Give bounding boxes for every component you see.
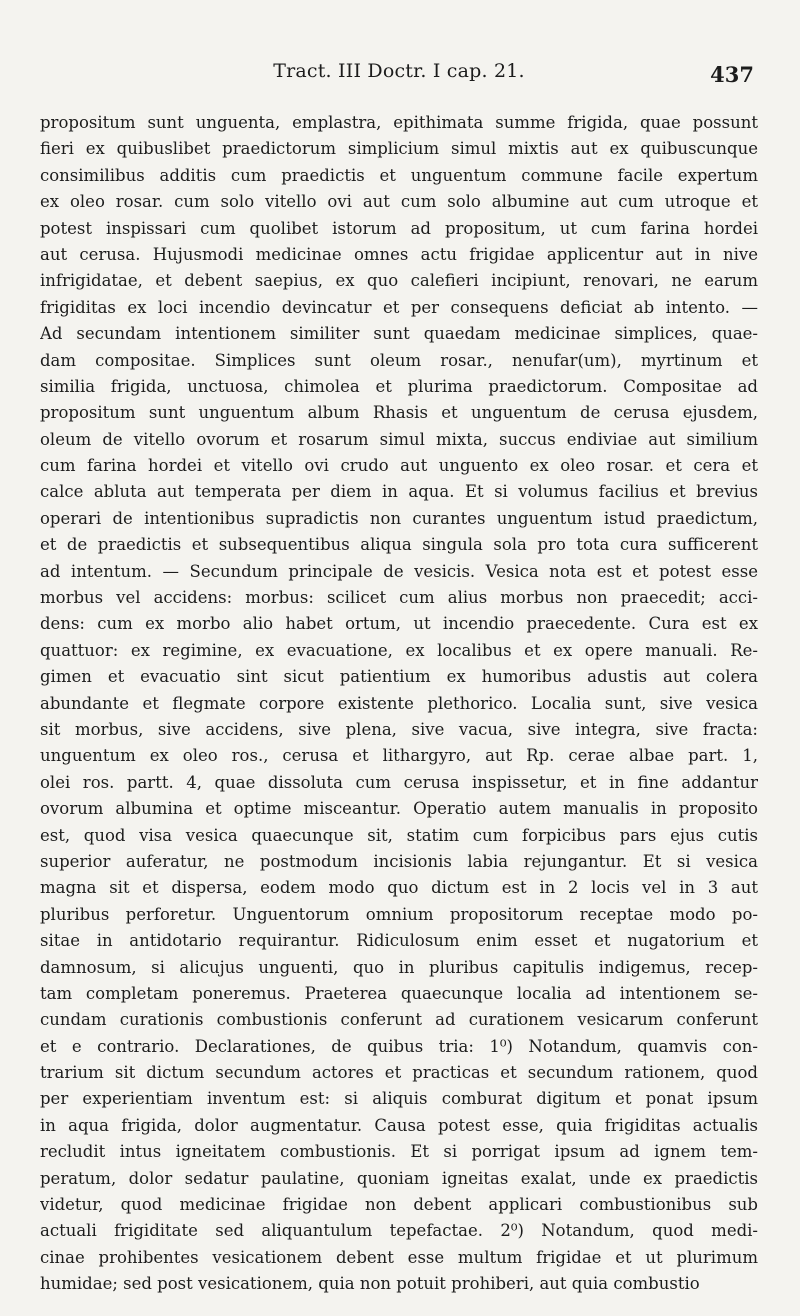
text-line: dens: cum ex morbo alio habet ortum, ut incendio praecedente. Cura est ex — [40, 614, 758, 634]
text-line: abundante et flegmate corpore existente plethorico. Localia sunt, sive vesica — [40, 693, 758, 713]
text-line: cum farina hordei et vitello ovi crudo aut unguento ex oleo rosar. et cera et — [40, 456, 758, 476]
text-line: humidae; sed post vesicationem, quia non potuit prohiberi, aut quia combustio — [40, 1274, 700, 1294]
text-line: sit morbus, sive accidens, sive plena, sive vacua, sive integra, sive fracta: — [40, 719, 758, 739]
text-line: superior auferatur, ne postmodum incisionis labia rejungantur. Et si vesica — [40, 851, 758, 871]
text-line: similia frigida, unctuosa, chimolea et plurima praedictorum. Compositae ad — [40, 376, 758, 396]
text-line: infrigidatae, et debent saepius, ex quo calefieri incipiunt, renovari, ne earum — [40, 271, 758, 291]
text-line: per experientiam inventum est: si aliquis comburat digitum et ponat ipsum — [40, 1089, 758, 1109]
text-line: frigiditas ex loci incendio devincatur et per consequens deficiat ab intento. — — [40, 297, 758, 317]
text-line: cinae prohibentes vesicationem debent esse multum frigidae et ut plurimum — [40, 1247, 758, 1267]
text-line: propositum sunt unguentum album Rhasis et unguentum de cerusa ejusdem, — [40, 403, 758, 423]
text-line: ad intentum. — Secundum principale de vesicis. Vesica nota est et potest esse — [40, 561, 758, 581]
text-line: cundam curationis combustionis conferunt ad curationem vesicarum conferunt — [40, 1010, 758, 1030]
body-text — [40, 110, 758, 1298]
text-line: Ad secundam intentionem similiter sunt quaedam medicinae simplices, quae- — [40, 324, 758, 344]
text-line: tam completam poneremus. Praeterea quaecunque localia ad intentionem se- — [40, 983, 758, 1003]
text-line: magna sit et dispersa, eodem modo quo dictum est in 2 locis vel in 3 aut — [40, 878, 758, 898]
text-line: ex oleo rosar. cum solo vitello ovi aut cum solo albumine aut cum utroque et — [40, 192, 758, 212]
text-line: dam compositae. Simplices sunt oleum rosar., nenufar(um), myrtinum et — [40, 350, 758, 370]
text-line: oleum de vitello ovorum et rosarum simul mixta, succus endiviae aut similium — [40, 429, 758, 449]
text-line: peratum, dolor sedatur paulatine, quoniam igneitas exalat, unde ex praedictis — [40, 1168, 758, 1188]
text-line: unguentum ex oleo ros., cerusa et lithargyro, aut Rp. cerae albae part. 1, — [40, 746, 758, 766]
text-line: quattuor: ex regimine, ex evacuatione, ex localibus et ex opere manuali. Re- — [40, 640, 758, 660]
text-line: videtur, quod medicinae frigidae non debent applicari combustionibus sub — [40, 1195, 758, 1215]
text-line: consimilibus additis cum praedictis et unguentum commune facile expertum — [40, 165, 758, 185]
page-number: 437 — [710, 62, 754, 87]
text-line: trarium sit dictum secundum actores et practicas et secundum rationem, quod — [40, 1063, 758, 1083]
text-line: damnosum, si alicujus unguenti, quo in pluribus capitulis indigemus, recep- — [40, 957, 758, 977]
text-line: gimen et evacuatio sint sicut patientium ex humoribus adustis aut colera — [40, 667, 758, 687]
text-line: olei ros. partt. 4, quae dissoluta cum cerusa inspissetur, et in fine addantur — [40, 772, 758, 792]
text-line: fieri ex quibuslibet praedictorum simplicium simul mixtis aut ex quibuscunque — [40, 139, 758, 159]
text-line: sitae in antidotario requirantur. Ridiculosum enim esset et nugatorium et — [40, 931, 758, 951]
text-line: potest inspissari cum quolibet istorum ad propositum, ut cum farina hordei — [40, 218, 758, 238]
text-line: recludit intus igneitatem combustionis. Et si porrigat ipsum ad ignem tem- — [40, 1142, 758, 1162]
text-line: calce abluta aut temperata per diem in aqua. Et si volumus facilius et brevius — [40, 482, 758, 502]
text-line: actuali frigiditate sed aliquantulum tepefactae. 2⁰) Notandum, quod medi- — [40, 1221, 758, 1241]
text-line: et de praedictis et subsequentibus aliqua singula sola pro tota cura sufficerent — [40, 535, 758, 555]
text-line: propositum sunt unguenta, emplastra, epithimata summe frigida, quae possunt — [40, 113, 758, 132]
running-head: Tract. III Doctr. I cap. 21. — [273, 60, 525, 82]
page-header — [40, 58, 758, 92]
text-line: ovorum albumina et optime misceantur. Operatio autem manualis in proposito — [40, 799, 758, 819]
text-line: est, quod visa vesica quaecunque sit, statim cum forpicibus pars ejus cutis — [40, 825, 758, 845]
text-line: et e contrario. Declarationes, de quibus tria: 1⁰) Notandum, quamvis con- — [40, 1036, 758, 1056]
text-line: aut cerusa. Hujusmodi medicinae omnes actu frigidae applicentur aut in nive — [40, 244, 758, 264]
text-line: operari de intentionibus supradictis non curantes unguentum istud praedictum, — [40, 508, 758, 528]
text-line: in aqua frigida, dolor augmentatur. Causa potest esse, quia frigiditas actualis — [40, 1115, 758, 1135]
text-line: pluribus perforetur. Unguentorum omnium propositorum receptae modo po- — [40, 904, 758, 924]
text-line: morbus vel accidens: morbus: scilicet cum alius morbus non praecedit; acci- — [40, 588, 758, 608]
